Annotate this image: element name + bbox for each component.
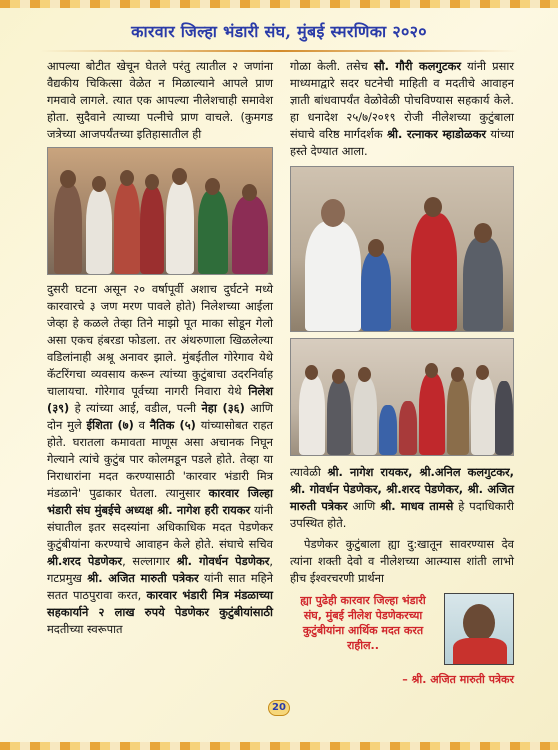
left-column [47,58,273,641]
page-title: कारवार जिल्हा भंडारी संघ, मुंबई स्मरणिका २०२० [131,22,427,41]
name-ratnakar: श्री. रत्नाकर म्हाडोळकर [386,127,487,141]
name-advisor: श्री. गोवर्धन पेडणेकर [176,554,270,568]
text-run: यांनी सात महिने सतत पाठपुरावा करत, [47,571,273,602]
author-portrait [444,593,514,665]
header-divider [40,50,518,52]
signature: – श्री. अजित मारुती पत्रेकर [402,673,514,686]
name-ishita: ईशिता (७) [86,418,134,432]
name-secretary: श्री.शरद पेडणेकर [47,554,123,568]
text-run: यांच्यासोबत राहत होते. घरातला कमावता माणूस असा अचानक निघून गेल्याने त्यांचे कुटुंब पार कोलमडून पडले होते. तेव्हा या निराधारांना मदत करण्यासाठी 'कारवार भंडारी मित्र मंडळाने' पुढाकार घेतला. त्यानुसार [47,418,273,500]
text-run: दुसरी घटना असून २० वर्षापूर्वी अशाच दुर्घटने मध्ये कारवारचे ३ जण मरण पावले होते) निलेशच्या आईला जेव्हा हे कळले तेव्हा तिने माझो पूत माका सोडून गेलो असा एकच हंबरडा फोडला. तर अंथरुणाला खिळलेल्या वडिलांनाही अश्रू अनावर झाले. मुंबईतील गोरेगाव येथे कॅटरिंगचा व्यवसाय करून त्यांच्या कुटुंबाचा उदरनिर्वाह चालायचा. गोरेगाव पूर्वच्या नागरी निवारा येथे [47,282,273,398]
text-run: गोळा केली. तसेच [290,59,374,73]
right-paragraph-1 [290,58,514,160]
photo-caption [290,464,514,532]
text-run: हे त्यांच्या आई, वडील, पत्नी [69,401,202,415]
appeal-box [290,593,514,686]
left-paragraph-1: आपल्या बोटीत खेचून घेतले परंतु त्यातील २ जणांना वैद्यकीय चिकित्सा वेळेत न मिळाल्याने आपले प्राण गमवावे लागले. त्यात एक आपल्या नीलेशचाही समावेश होता. सुदैवाने त्याच्या पत्नीचे प्राण वाचले. (कुमगड जत्रेच्या आजपर्यंतच्या इतिहासातील ही [47,59,273,141]
name-group-head: श्री. अजित मारुती पत्रेकर [87,571,199,585]
bottom-border [0,742,558,750]
appeal-text: ह्या पुढेही कारवार जिल्हा भंडारी संघ, मुंबई नीलेश पेडणेकरच्या कुटुंबीयांना आर्थिक मदत करत राहील.. [300,594,426,652]
name-naitik: नैतिक (५) [149,418,196,432]
name-neha: नेहा (३६) [201,401,245,415]
text-run: आणि [347,499,381,513]
text-run: त्यावेळी [290,465,328,479]
caption-names: श्री. नागेश रायकर, श्री.अनिल कलगुटकर, श्री. गोवर्धन पेडणेकर, श्री.शरद पेडणेकर, श्री. अजित मारुती पत्रेकर [290,465,515,513]
text-run: व [133,418,150,432]
page-header [30,16,528,46]
name-madhav: श्री. माधव तामसे [380,499,454,513]
text-run: यांनी प्रसार माध्यमाद्वारे सदर घटनेची माहिती व मदतीचे आवाहन ज्ञाती बांधवापर्यंत वेळोवेळी पोचविण्यास सहकार्य केले. हा धनादेश २५/७/२०१९ रोजी नीलेशच्या कुटुंबाला संघाचे वरिष्ठ मार्गदर्शक [290,59,514,141]
text-run: मदतीच्या स्वरूपात [47,622,123,636]
right-column [290,58,515,686]
text-run: यांनी संघातील इतर सदस्यांना अधिकाधिक मदत पेडणेकर कुटुंबीयांना करण्याचे आवाहन केले होते. संघाचे सचिव [47,503,273,551]
family-group-photo [47,147,273,275]
name-gauri: सौ. गौरी कलगुटकर [373,59,461,73]
text-run: यांच्या हस्ते देण्यात आला. [290,127,514,158]
text-run: आणि दोन मुले [47,401,274,432]
text-run: हे पदाधिकारी उपस्थित होते. [290,499,514,530]
collection-amount: कारवार भंडारी मित्र मंडळाच्या सहकार्याने २ लाख रुपये पेडणेकर कुटुंबीयांसाठी [47,588,273,619]
left-paragraph-2 [47,281,273,638]
closing-prayer: पेडणेकर कुटुंबाला ह्या दु:खातून सावरण्यास देव त्यांना शक्ती देवो व नीलेशच्या आत्म्यास शांती लाभो हीच ईश्वरचरणी प्रार्थना [290,537,514,585]
text-run: , सल्लागार [122,554,177,568]
text-run: , गटप्रमुख [47,554,273,585]
top-border [0,0,558,8]
cheque-handover-photo [290,166,514,332]
name-nilesh: निलेश (३९) [47,384,273,415]
office-bearers-photo [290,338,514,456]
name-president: कारवार जिल्हा भंडारी संघ मुंबईचे अध्यक्ष श्री. नागेश हरी रायकर [47,486,273,517]
page-number: 20 [268,700,290,716]
